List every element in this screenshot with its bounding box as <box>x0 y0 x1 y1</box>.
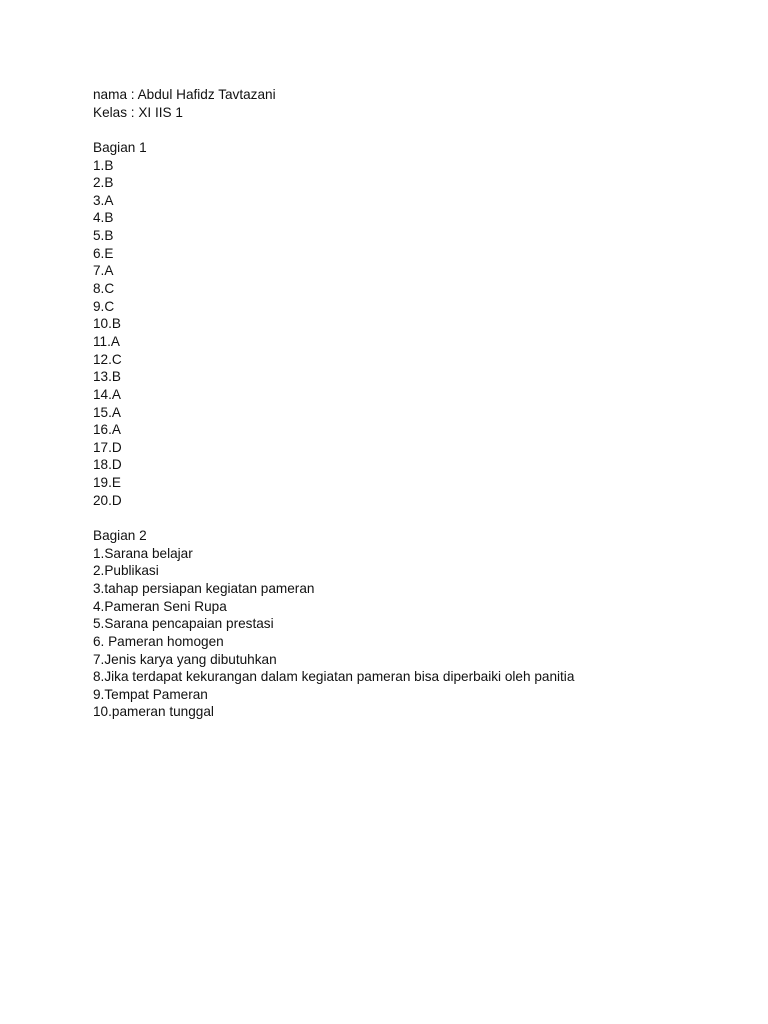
part1-answer: 15.A <box>93 404 121 420</box>
part1-answer: 4.B <box>93 210 114 226</box>
part2-answer: 9.Tempat Pameran <box>93 686 208 702</box>
part1-answer: 1.B <box>93 157 114 173</box>
student-class: Kelas : XI IIS 1 <box>93 104 183 120</box>
part2-answer: 1.Sarana belajar <box>93 545 193 561</box>
part2-answer: 4.Pameran Seni Rupa <box>93 598 227 614</box>
part1-answer: 2.B <box>93 175 114 191</box>
part1-answer: 5.B <box>93 228 114 244</box>
part2-answer: 8.Jika terdapat kekurangan dalam kegiatan pameran bisa diperbaiki oleh panitia <box>93 669 575 685</box>
part2-answer: 5.Sarana pencapaian prestasi <box>93 616 274 632</box>
part1-answer: 14.A <box>93 386 121 402</box>
part1-title: Bagian 1 <box>93 139 147 155</box>
spacer <box>93 121 733 139</box>
part1-answer: 10.B <box>93 316 121 332</box>
part1-answer: 9.C <box>93 298 115 314</box>
spacer <box>93 509 733 527</box>
part1-answer: 18.D <box>93 457 122 473</box>
part1-answer: 7.A <box>93 263 114 279</box>
part1-answer: 11.A <box>93 333 120 349</box>
document-page <box>93 86 733 721</box>
part1-answer: 16.A <box>93 422 121 438</box>
part2-answer: 7.Jenis karya yang dibutuhkan <box>93 651 277 667</box>
part1-answer: 8.C <box>93 281 115 297</box>
part1-answer: 20.D <box>93 492 122 508</box>
part1-answer: 13.B <box>93 369 121 385</box>
part2-answer: 3.tahap persiapan kegiatan pameran <box>93 580 315 596</box>
part2-answer: 10.pameran tunggal <box>93 704 214 720</box>
part2-answer: 6. Pameran homogen <box>93 633 224 649</box>
part2-answer: 2.Publikasi <box>93 563 159 579</box>
part1-answer: 12.C <box>93 351 122 367</box>
student-name: nama : Abdul Hafidz Tavtazani <box>93 87 276 102</box>
part1-answer: 3.A <box>93 192 114 208</box>
part1-answer: 17.D <box>93 439 122 455</box>
part1-answer: 19.E <box>93 475 121 491</box>
part2-title: Bagian 2 <box>93 528 147 544</box>
part1-answer: 6.E <box>93 245 114 261</box>
part1-answer-list <box>93 157 733 510</box>
part2-answer-list <box>93 545 733 721</box>
